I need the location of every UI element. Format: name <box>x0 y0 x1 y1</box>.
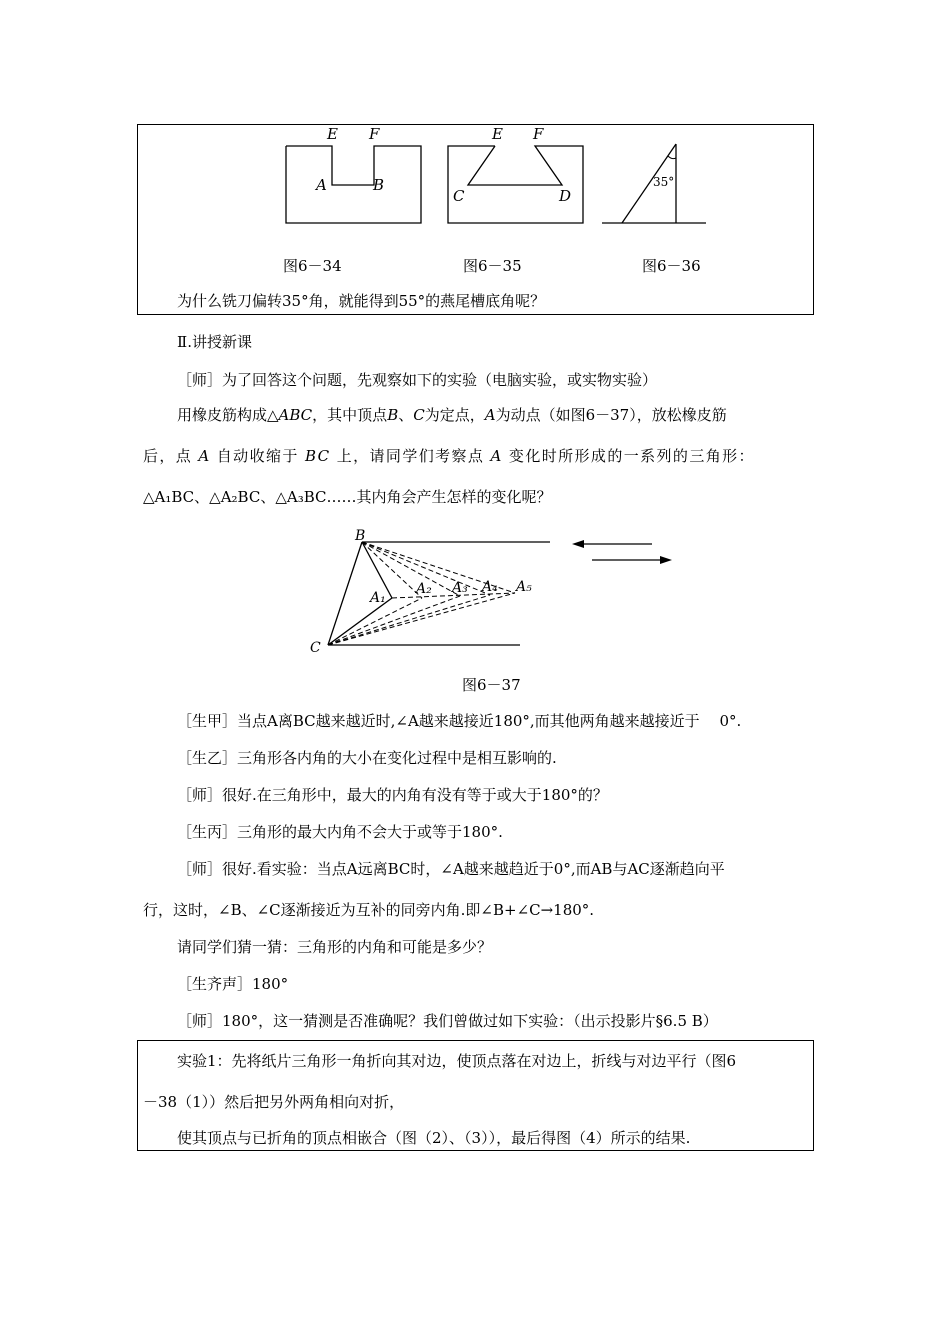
label-a2: A₂ <box>416 581 432 597</box>
label-a4: A₄ <box>482 579 498 595</box>
figures-question: 为什么铣刀偏转35°角，就能得到55°的燕尾槽底角呢？ <box>177 292 546 310</box>
paragraph-teacher-intro: ［师］为了回答这个问题，先观察如下的实验（电脑实验，或实物实验） <box>177 371 658 389</box>
dialogue-line: ［生齐声］180° <box>177 975 289 993</box>
dialogue-line: 行，这时，∠B、∠C逐渐接近为互补的同旁内角.即∠B+∠C→180°. <box>143 901 595 919</box>
label-b: B <box>355 528 366 544</box>
angle-label: 35° <box>653 175 675 189</box>
label-c: C <box>453 187 465 205</box>
label-f: F <box>369 125 380 143</box>
dialogue-line: ［生甲］当点A离BC越来越近时,∠A越来越接近180°,而其他两角越来越接近于 0°. <box>177 712 742 730</box>
paragraph-rubber-band-line1: 用橡皮筋构成△ABC，其中顶点B、C为定点，A为动点（如图6－37），放松橡皮筋 <box>177 406 727 424</box>
label-d: D <box>559 187 572 205</box>
experiment-line: －38（1））然后把另外两角相向对折， <box>143 1093 405 1111</box>
paragraph-rubber-band-line2: 后，点 A 自动收缩于 BC 上，请同学们考察点 A 变化时所形成的一系列的三角形： <box>143 447 755 465</box>
figure-6-36 <box>600 124 710 234</box>
label-c: C <box>310 640 321 656</box>
dialogue-line: ［生丙］三角形的最大内角不会大于或等于180°. <box>177 823 503 841</box>
label-e: E <box>327 125 338 143</box>
dialogue-line: ［师］很好.在三角形中，最大的内角有没有等于或大于180°的？ <box>177 786 608 804</box>
dialogue-line: ［生乙］三角形各内角的大小在变化过程中是相互影响的. <box>177 749 557 767</box>
section-heading: Ⅱ.讲授新课 <box>177 333 252 351</box>
experiment-line: 实验1：先将纸片三角形一角折向其对边，使顶点落在对边上，折线与对边平行（图6 <box>177 1052 737 1070</box>
figure-6-34 <box>280 124 430 234</box>
label-a: A <box>316 176 327 194</box>
label-a3: A₃ <box>452 580 468 596</box>
label-a1: A₁ <box>370 590 386 606</box>
paragraph-rubber-band-line3: △A₁BC、△A₂BC、△A₃BC……其内角会产生怎样的变化呢？ <box>143 488 552 506</box>
label-a5: A₅ <box>516 579 532 595</box>
label-e: E <box>492 125 503 143</box>
figure-6-35 <box>440 124 590 234</box>
caption-fig-6-36: 图6－36 <box>642 257 701 275</box>
label-f: F <box>533 125 544 143</box>
experiment-line: 使其顶点与已折角的顶点相嵌合（图（2）、（3）），最后得图（4）所示的结果. <box>177 1129 691 1147</box>
caption-fig-6-35: 图6－35 <box>463 257 522 275</box>
dialogue-line: ［师］很好.看实验：当点A远离BC时，∠A越来越趋近于0°,而AB与AC逐渐趋向平 <box>177 860 725 878</box>
dialogue-line: 请同学们猜一猜：三角形的内角和可能是多少？ <box>177 938 493 956</box>
caption-fig-6-34: 图6－34 <box>283 257 342 275</box>
figure-6-37 <box>300 525 700 660</box>
caption-fig-6-37: 图6－37 <box>462 676 521 694</box>
dialogue-line: ［师］180°，这一猜测是否准确呢？我们曾做过如下实验：（出示投影片§6.5 B） <box>177 1012 718 1030</box>
label-b: B <box>373 176 385 194</box>
